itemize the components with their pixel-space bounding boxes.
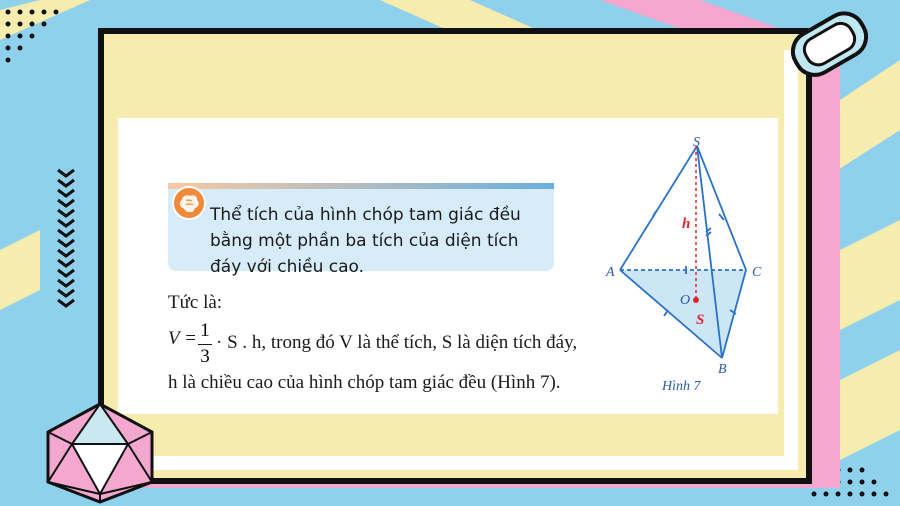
icosahedron-icon — [40, 398, 160, 506]
formula-lhs: V = — [168, 328, 197, 349]
pyramid-base — [620, 270, 746, 358]
stripe-right-2 — [840, 220, 900, 330]
stripe-left-top — [0, 0, 90, 40]
callout-bar — [168, 183, 554, 189]
callout-text: Thể tích của hình chóp tam giác đều bằng một phần ba tích của diện tích đáy với chiều cao. — [210, 205, 521, 277]
pyramid-figure — [600, 128, 780, 398]
label-B: B — [718, 362, 727, 377]
point-O — [693, 297, 699, 303]
fraction-numerator: 1 — [200, 320, 210, 341]
label-C: C — [752, 265, 762, 280]
edge-SA — [620, 146, 697, 270]
fraction-denominator: 3 — [200, 346, 210, 367]
intro-text: Tức là: — [168, 292, 223, 313]
figure-caption: Hình 7 — [662, 379, 701, 394]
tick-4 — [664, 310, 668, 316]
label-O: O — [680, 293, 691, 308]
tape-icon — [770, 0, 890, 90]
stripe-left — [0, 230, 40, 310]
label-h: h — [682, 216, 691, 232]
tick-2 — [719, 214, 724, 220]
definition-line: h là chiều cao của hình chóp tam giác đều (Hình 7). — [168, 372, 561, 393]
label-A: A — [606, 265, 615, 280]
brain-icon — [172, 186, 206, 220]
label-base-area: S — [696, 312, 705, 328]
fraction-bar — [198, 344, 212, 345]
zigzag — [58, 170, 74, 306]
stripe-right-3 — [840, 350, 900, 460]
label-S: S — [693, 135, 700, 150]
formula-rest: · S . h, trong đó V là thể tích, S là diện tích đáy, — [216, 332, 578, 353]
